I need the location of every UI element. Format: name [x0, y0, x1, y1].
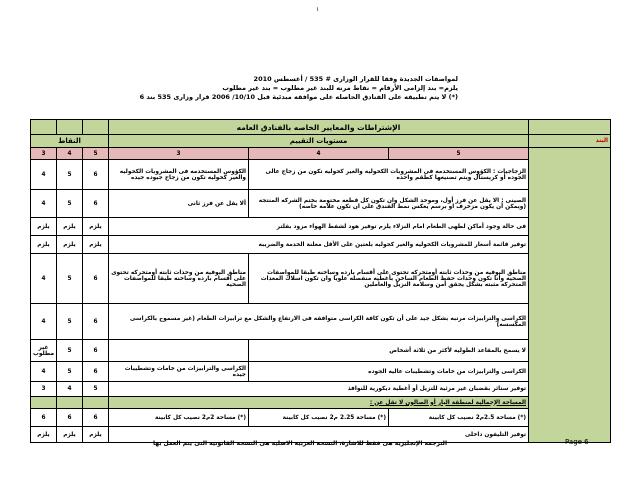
header-note: لمواصفات الجديدة وفقا للقرار الوزارى # 535 / أغسطس 2010 — [253, 75, 458, 83]
table-row: 4 5 6 الكؤوس المستخدمه فى المشروبات الكحوليه والغير كحوليه تكون من زجاج جيوده جيده الزجاجيات : الكؤوس المستخدمه فى المشروبات الكحوليه والغير كحوليه تكون من زجاج عالى الجوده أو كريستال ويتم تصنيعها كطقم واحده — [31, 160, 611, 190]
table-row — [31, 397, 611, 409]
points-level-3: 3 — [31, 148, 57, 160]
table-row: يلزم يلزم يلزم توفير قائمة أسعار للمشروبات الكحوليه والغير كحوليه بلغتين على الأقل معلنة الخدمة والضريبه — [31, 236, 611, 254]
table-row: 4 5 6 مناطق البوفيه من وحدات ثابته أومتحركه تحتوى على اقسام بارده وساخنه طبقا للمواصفات الصحيه مناطق البوفيه من وحدات ثابته أومتحركه تحتوى على أقسام بارده وساخنه طبقا للمواصفات الصحيه وأنا تكون وحدات حفظ الطعام الساخن بأغطيه منفصله علويا وان تكون اسلاك المعدات المتحركه مثبته بشكل يحقق أمن وسلامة النزيل والعاملين — [31, 254, 611, 304]
header-notes — [139, 75, 458, 102]
header-note: يلزم= بند إلزامى الأرقام = نقاط مرنه للبند غير مطلوب = بند غير مطلوب — [222, 84, 458, 92]
level-3-text: الكراسى والترابيزات من خامات وتشطيبات جيده — [109, 362, 249, 382]
level-4-header: 4 — [249, 148, 389, 160]
levels-label: مستويات التقييم — [109, 135, 529, 148]
level-4-text: (*) مساحة 2.25 م2 نصيب كل كابينة — [249, 409, 389, 427]
level-3-text: ألا يقل عن فرز ثانى — [109, 190, 249, 218]
standards-table — [30, 119, 611, 443]
level-45-text: لا يسمح بالمقاعد الطوليه لأكثر من ثلاثة أشخاص — [249, 340, 529, 362]
points-level-5: 5 — [83, 148, 109, 160]
table-row: 4 5 6 الكراسى والترابيزات من خامات وتشطيبات جيده الكراسى والترابيزات من خامات وتشطيبات عاليه الجوده — [31, 362, 611, 382]
level-45-text: الكراسى والترابيزات من خامات وتشطيبات عاليه الجوده — [249, 362, 529, 382]
footer-note: الترجمة الإنجليزية هى فقط للاشارة، النسخه العربيه الاصلية هى النسخة القانونية التى يتم العمل بها — [152, 440, 447, 447]
header-note: (*) لا يتم تطبيقه على الفنادق الحاصله على موافقه مبدئية قبل 10/10/ 2006 قرار وزارى 535 بند 6 — [139, 93, 458, 101]
page-number: Page 6 — [565, 438, 589, 446]
table-row: 6 6 6 (*) مساحة 2م2 نصيب كل كابينة (*) مساحة 2.25 م2 نصيب كل كابينة (*) مساحة 2.5م2 نصيب كل كابينة — [31, 409, 611, 427]
requirement-text: توفير قائمة أسعار للمشروبات الكحوليه والغير كحوليه بلغتين على الأقل معلنة الخدمة والضريبه — [109, 236, 529, 254]
table-row: غير مطلوب 5 6 لا يسمح بالمقاعد الطوليه لأكثر من ثلاثة أشخاص — [31, 340, 611, 362]
bar-area-heading: المساحة الإجمالية لمنطقة البار أو الصالون لا تقل عن : — [109, 397, 529, 409]
table-title: الإشتراطات والمعايير الخاصه بالفنادق العامه — [109, 120, 529, 135]
level-3-text: (*) مساحة 2م2 نصيب كل كابينة — [109, 409, 249, 427]
level-3-text — [109, 340, 249, 362]
level-5-text: (*) مساحة 2.5م2 نصيب كل كابينة — [389, 409, 529, 427]
table-row: 4 5 6 ألا يقل عن فرز ثانى الصينى : الا يقل عن فرز أول، وموحد الشكل وان تكون كل قطعه مختومة بختم الشركه المنتجه (ويمكن أن يكون مزخرف او برسم يعكس نمط الفندق على ان تكون علامه خاصه) — [31, 190, 611, 218]
level-45-text: الزجاجيات : الكؤوس المستخدمه فى المشروبات الكحوليه والغير كحوليه تكون من زجاج عالى الجوده أو كريستال ويتم تصنيعها كطقم واحده — [249, 160, 529, 190]
table-row: 4 5 6 الكراسى والترابيزات مرتبه بشكل جيد على أن تكون كافة الكراسى متوافقه فى الارتفاع والشكل مع ترابيزات الطعام (غير مسموح بالكراسى المكسسه) — [31, 304, 611, 340]
level-5-header: 5 — [389, 148, 529, 160]
level-45-text: الصينى : الا يقل عن فرز أول، وموحد الشكل وان تكون كل قطعه مختومة بختم الشركه المنتجه (ويمكن أن يكون مزخرف او برسم يعكس نمط الفندق على ان تكون علامه خاصه) — [249, 190, 529, 218]
level-3-header: 3 — [109, 148, 249, 160]
table-row: يلزم يلزم يلزم فى حالة وجود أماكن لطهى الطعام امام النزلاء يلزم توفير هود لشفط الهواء مزود بفلتر — [31, 218, 611, 236]
table-row: 3 4 5 توفير ستائر بقضبان غير مرئية للتزيل أو أغطية ديكورية للنوافذ — [31, 382, 611, 397]
level-3-text: مناطق البوفيه من وحدات ثابته أومتحركه تحتوى على اقسام بارده وساخنه طبقا للمواصفات الصحيه — [109, 254, 249, 304]
item-label: البند — [529, 135, 611, 148]
requirement-text: الكراسى والترابيزات مرتبه بشكل جيد على أن تكون كافة الكراسى متوافقه فى الارتفاع والشكل مع ترابيزات الطعام (غير مسموح بالكراسى المكسسه) — [109, 304, 529, 340]
requirement-text: توفير ستائر بقضبان غير مرئية للتزيل أو أغطية ديكورية للنوافذ — [109, 382, 529, 397]
level-45-text: مناطق البوفيه من وحدات ثابته أومتحركه تحتوى على أقسام بارده وساخنه طبقا للمواصفات الصحيه وأنا تكون وحدات حفظ الطعام الساخن بأغطيه منفصله علويا وان تكون اسلاك المعدات المتحركه مثبته بشكل يحقق أمن وسلامة النزيل والعاملين — [249, 254, 529, 304]
requirement-text: فى حالة وجود أماكن لطهى الطعام امام النزلاء يلزم توفير هود لشفط الهواء مزود بفلتر — [109, 218, 529, 236]
points-level-4: 4 — [57, 148, 83, 160]
requirement-text: توفير التليفون داخلى — [109, 427, 529, 443]
page-mark: ١ — [316, 6, 320, 13]
points-label: النقاط — [31, 135, 109, 148]
table-row: يلزم يلزم يلزم توفير التليفون داخلى — [31, 427, 611, 443]
level-3-text: الكؤوس المستخدمه فى المشروبات الكحوليه والغير كحوليه تكون من زجاج جيوده جيده — [109, 160, 249, 190]
